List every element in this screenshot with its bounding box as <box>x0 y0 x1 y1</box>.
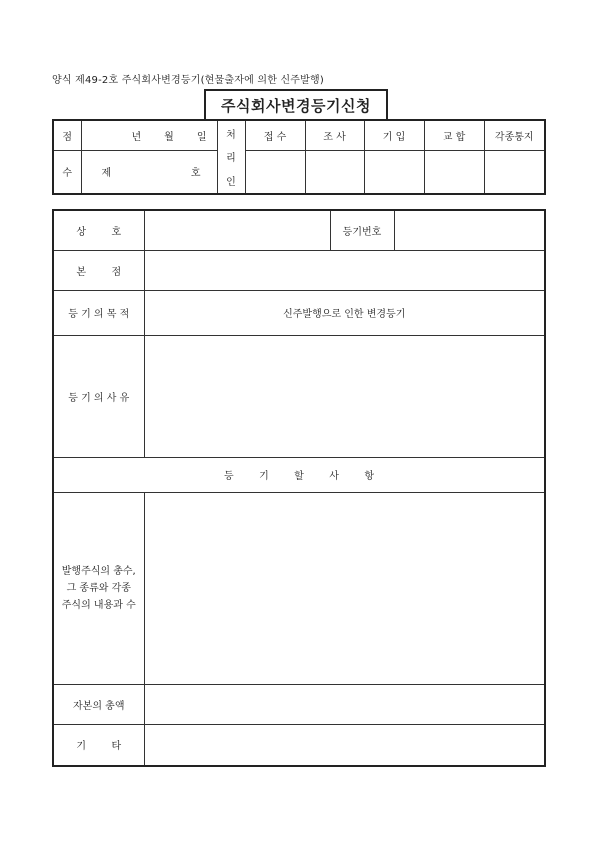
form-title: 주식회사변경등기신청 <box>221 96 371 115</box>
purpose-label: 등 기 의 목 적 <box>53 290 144 335</box>
processor-char-ri: 리 <box>226 153 236 165</box>
entry-stamp-cell[interactable] <box>364 150 424 194</box>
col-check-header: 교 합 <box>424 120 484 150</box>
form-number-label: 양식 제49-2호 주식회사변경등기(현물출자에 의한 신주발행) <box>52 75 324 86</box>
col-entry-header: 기 입 <box>364 120 424 150</box>
shares-label-line-2: 그 종류와 각종 <box>66 582 131 594</box>
reg-number-label: 등기번호 <box>330 210 394 250</box>
processor-label-cell <box>217 120 245 194</box>
receipt-char-jeom: 점 <box>62 131 73 143</box>
receipt-table <box>52 119 546 195</box>
shares-label <box>53 492 144 684</box>
other-label: 기 타 <box>53 724 144 766</box>
capital-field[interactable] <box>144 684 545 724</box>
reg-number-field[interactable] <box>394 210 545 250</box>
receipt-label-cell-bottom <box>53 150 81 194</box>
matters-header: 등 기 할 사 항 <box>53 457 545 492</box>
number-suffix-label: 호 <box>190 168 201 180</box>
number-prefix-label: 제 <box>101 168 112 180</box>
reason-label: 등 기 의 사 유 <box>53 335 144 457</box>
receipt-char-su: 수 <box>62 168 73 180</box>
notice-stamp-cell[interactable] <box>484 150 545 194</box>
trade-name-field[interactable] <box>144 210 330 250</box>
form-title-box <box>204 89 388 119</box>
head-office-label: 본 점 <box>53 250 144 290</box>
shares-label-line-1: 발행주식의 총수, <box>61 565 136 577</box>
receipt-label-cell-top <box>53 120 81 150</box>
shares-field[interactable] <box>144 492 545 684</box>
receipt-stamp-cell[interactable] <box>245 150 305 194</box>
col-review-header: 조 사 <box>305 120 364 150</box>
col-receipt-header: 접 수 <box>245 120 305 150</box>
processor-char-in: 인 <box>226 176 236 188</box>
application-form-table <box>52 209 546 767</box>
month-label: 월 <box>164 131 174 143</box>
number-cell[interactable] <box>81 150 217 194</box>
date-cell[interactable] <box>81 120 217 150</box>
review-stamp-cell[interactable] <box>305 150 364 194</box>
reason-field[interactable] <box>144 335 545 457</box>
check-stamp-cell[interactable] <box>424 150 484 194</box>
purpose-value: 신주발행으로 인한 변경등기 <box>144 290 545 335</box>
shares-label-line-3: 주식의 내용과 수 <box>61 599 136 611</box>
trade-name-label: 상 호 <box>53 210 144 250</box>
other-field[interactable] <box>144 724 545 766</box>
col-notice-header: 각종통지 <box>484 120 545 150</box>
capital-label: 자본의 총액 <box>53 684 144 724</box>
day-label: 일 <box>196 131 207 143</box>
year-label: 년 <box>131 131 142 143</box>
processor-char-cheo: 처 <box>226 130 236 142</box>
head-office-field[interactable] <box>144 250 545 290</box>
